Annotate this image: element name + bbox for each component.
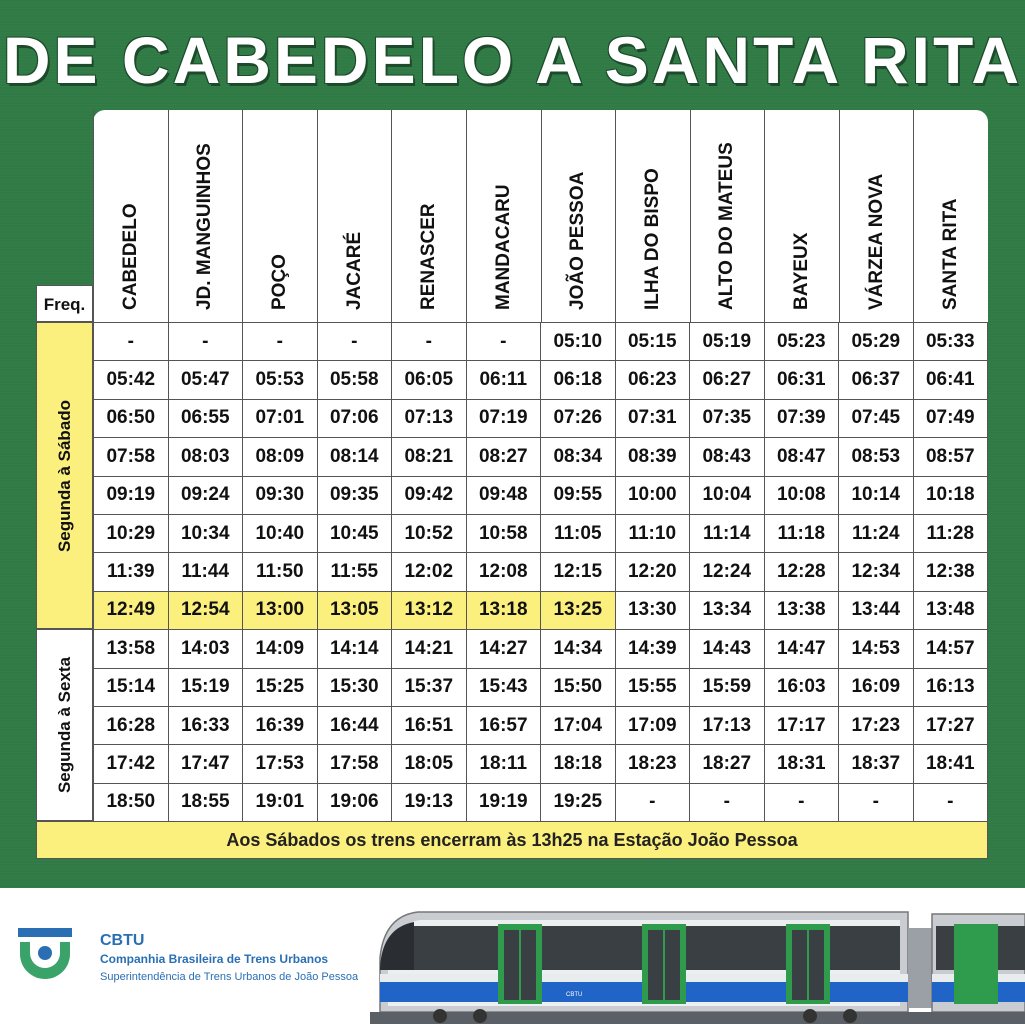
- superintendency-name: Superintendência de Trens Urbanos de João Pessoa: [100, 971, 359, 983]
- station-name: BAYEUX: [791, 232, 813, 310]
- departure-time: 07:49: [913, 399, 988, 437]
- departure-time: 12:49: [94, 591, 169, 629]
- departure-time: 07:39: [764, 399, 839, 437]
- train-illustration: [370, 908, 1025, 1024]
- schedule-row: [94, 553, 988, 591]
- departure-time: 13:12: [392, 591, 467, 629]
- schedule-row: [94, 745, 988, 783]
- station-name: ALTO DO MATEUS: [716, 142, 738, 310]
- departure-time: 16:03: [764, 668, 839, 706]
- departure-time: 15:14: [94, 668, 169, 706]
- footer: [0, 888, 1025, 1024]
- departure-time: 11:14: [690, 514, 765, 552]
- departure-time: 10:29: [94, 514, 169, 552]
- departure-time: 19:01: [243, 783, 318, 821]
- departure-time: 05:10: [541, 323, 616, 361]
- departure-time: 10:45: [317, 514, 392, 552]
- departure-time: 09:19: [94, 476, 169, 514]
- schedule-row: [94, 630, 988, 668]
- departure-time: -: [764, 783, 839, 821]
- departure-time: 06:18: [541, 361, 616, 399]
- departure-time: 06:27: [690, 361, 765, 399]
- departure-time: 14:03: [168, 630, 243, 668]
- departure-time: 13:30: [615, 591, 690, 629]
- departure-time: 16:09: [839, 668, 914, 706]
- departure-time: 05:33: [913, 323, 988, 361]
- schedule-row: [94, 361, 988, 399]
- departure-time: 15:59: [690, 668, 765, 706]
- departure-time: 13:58: [94, 630, 169, 668]
- departure-time: 18:55: [168, 783, 243, 821]
- departure-time: 05:15: [615, 323, 690, 361]
- group-monday-saturday-label: Segunda à Sábado: [54, 399, 74, 552]
- departure-time: 12:08: [466, 553, 541, 591]
- departure-time: 13:44: [839, 591, 914, 629]
- departure-time: 06:23: [615, 361, 690, 399]
- station-name: CABEDELO: [119, 203, 141, 310]
- departure-time: 11:18: [764, 514, 839, 552]
- departure-time: -: [168, 323, 243, 361]
- station-header: [690, 110, 765, 322]
- departure-time: 10:52: [392, 514, 467, 552]
- departure-time: 15:37: [392, 668, 467, 706]
- departure-time: 15:43: [466, 668, 541, 706]
- station-header: [615, 110, 690, 322]
- schedule-row: [94, 323, 988, 361]
- departure-time: 08:53: [839, 438, 914, 476]
- departure-time: -: [317, 323, 392, 361]
- departure-time: 13:48: [913, 591, 988, 629]
- departure-time: 14:57: [913, 630, 988, 668]
- departure-time: 05:42: [94, 361, 169, 399]
- departure-time: -: [615, 783, 690, 821]
- departure-time: 17:27: [913, 706, 988, 744]
- station-name: SANTA RITA: [940, 198, 962, 310]
- departure-time: 10:14: [839, 476, 914, 514]
- departure-time: 08:21: [392, 438, 467, 476]
- departure-time: 08:34: [541, 438, 616, 476]
- schedule-row: [94, 399, 988, 437]
- departure-time: 11:50: [243, 553, 318, 591]
- station-header: [317, 110, 392, 322]
- station-header: [839, 110, 914, 322]
- departure-time: 10:00: [615, 476, 690, 514]
- departure-time: 07:26: [541, 399, 616, 437]
- station-header: [93, 110, 168, 322]
- departure-time: 14:34: [541, 630, 616, 668]
- schedule-row: [94, 591, 988, 629]
- train-label: CBTU: [566, 992, 583, 998]
- departure-time: 19:25: [541, 783, 616, 821]
- departure-time: 12:38: [913, 553, 988, 591]
- departure-time: 09:24: [168, 476, 243, 514]
- departure-time: 06:37: [839, 361, 914, 399]
- departure-time: 16:57: [466, 706, 541, 744]
- cbtu-logo-icon: [16, 926, 74, 984]
- departure-time: -: [690, 783, 765, 821]
- departure-time: 18:41: [913, 745, 988, 783]
- departure-time: 15:30: [317, 668, 392, 706]
- station-name: ILHA DO BISPO: [641, 168, 663, 310]
- departure-time: 18:05: [392, 745, 467, 783]
- departure-time: 11:05: [541, 514, 616, 552]
- station-header: [764, 110, 839, 322]
- departure-time: 07:01: [243, 399, 318, 437]
- departure-time: 12:20: [615, 553, 690, 591]
- departure-time: 09:42: [392, 476, 467, 514]
- departure-time: 12:15: [541, 553, 616, 591]
- departure-time: 18:11: [466, 745, 541, 783]
- departure-time: 13:05: [317, 591, 392, 629]
- departure-time: 05:29: [839, 323, 914, 361]
- departure-time: 08:27: [466, 438, 541, 476]
- station-header: [541, 110, 616, 322]
- departure-time: 10:34: [168, 514, 243, 552]
- departure-time: 12:54: [168, 591, 243, 629]
- schedule-row: [94, 783, 988, 821]
- departure-time: 15:55: [615, 668, 690, 706]
- departure-time: 14:39: [615, 630, 690, 668]
- departure-time: 11:24: [839, 514, 914, 552]
- departure-time: 09:48: [466, 476, 541, 514]
- departure-time: 15:50: [541, 668, 616, 706]
- departure-time: 13:38: [764, 591, 839, 629]
- departure-time: 11:44: [168, 553, 243, 591]
- departure-time: 08:14: [317, 438, 392, 476]
- departure-time: 19:13: [392, 783, 467, 821]
- departure-time: 17:17: [764, 706, 839, 744]
- departure-time: 14:53: [839, 630, 914, 668]
- departure-time: 06:05: [392, 361, 467, 399]
- station-header: [391, 110, 466, 322]
- departure-time: 17:47: [168, 745, 243, 783]
- page-title: DE CABEDELO A SANTA RITA: [2, 23, 1023, 97]
- departure-time: 07:45: [839, 399, 914, 437]
- departure-time: 18:31: [764, 745, 839, 783]
- schedule-grid: [93, 322, 988, 822]
- departure-time: 14:14: [317, 630, 392, 668]
- departure-time: 06:50: [94, 399, 169, 437]
- departure-time: 12:34: [839, 553, 914, 591]
- departure-time: -: [243, 323, 318, 361]
- station-name: JOÃO PESSOA: [567, 171, 589, 310]
- departure-time: -: [839, 783, 914, 821]
- departure-time: 17:42: [94, 745, 169, 783]
- departure-time: -: [913, 783, 988, 821]
- group-monday-friday: [36, 629, 93, 821]
- departure-time: 07:19: [466, 399, 541, 437]
- departure-time: 17:53: [243, 745, 318, 783]
- departure-time: 10:08: [764, 476, 839, 514]
- departure-time: 14:47: [764, 630, 839, 668]
- departure-time: 08:43: [690, 438, 765, 476]
- departure-time: 13:25: [541, 591, 616, 629]
- departure-time: 16:44: [317, 706, 392, 744]
- schedule-row: [94, 668, 988, 706]
- group-monday-saturday: [36, 322, 93, 629]
- departure-time: 08:47: [764, 438, 839, 476]
- departure-time: 11:28: [913, 514, 988, 552]
- departure-time: 16:28: [94, 706, 169, 744]
- departure-time: 18:27: [690, 745, 765, 783]
- station-name: JD. MANGUINHOS: [194, 143, 216, 310]
- station-header: [242, 110, 317, 322]
- station-name: MANDACARU: [492, 184, 514, 310]
- departure-time: 07:58: [94, 438, 169, 476]
- departure-time: 14:21: [392, 630, 467, 668]
- departure-time: 05:58: [317, 361, 392, 399]
- station-name: POÇO: [268, 254, 290, 310]
- departure-time: 08:03: [168, 438, 243, 476]
- schedule-row: [94, 476, 988, 514]
- departure-time: 10:04: [690, 476, 765, 514]
- departure-time: 06:55: [168, 399, 243, 437]
- departure-time: 09:55: [541, 476, 616, 514]
- departure-time: 18:23: [615, 745, 690, 783]
- departure-time: 06:41: [913, 361, 988, 399]
- departure-time: 09:35: [317, 476, 392, 514]
- departure-time: -: [392, 323, 467, 361]
- departure-time: 18:18: [541, 745, 616, 783]
- departure-time: 07:35: [690, 399, 765, 437]
- departure-time: 07:13: [392, 399, 467, 437]
- departure-time: 05:47: [168, 361, 243, 399]
- schedule-row: [94, 438, 988, 476]
- departure-time: 17:23: [839, 706, 914, 744]
- company-name: Companhia Brasileira de Trens Urbanos: [100, 952, 329, 966]
- departure-time: 12:24: [690, 553, 765, 591]
- timetable: [36, 110, 988, 860]
- departure-time: 13:18: [466, 591, 541, 629]
- departure-time: 17:09: [615, 706, 690, 744]
- departure-time: 19:06: [317, 783, 392, 821]
- departure-time: 16:39: [243, 706, 318, 744]
- departure-time: 08:57: [913, 438, 988, 476]
- departure-time: 10:40: [243, 514, 318, 552]
- departure-time: -: [466, 323, 541, 361]
- departure-time: 16:33: [168, 706, 243, 744]
- departure-time: 17:58: [317, 745, 392, 783]
- departure-time: 14:43: [690, 630, 765, 668]
- departure-time: 10:18: [913, 476, 988, 514]
- departure-time: 09:30: [243, 476, 318, 514]
- departure-time: 17:13: [690, 706, 765, 744]
- departure-time: 07:31: [615, 399, 690, 437]
- schedule-row: [94, 514, 988, 552]
- departure-time: 19:19: [466, 783, 541, 821]
- brand-name: CBTU: [100, 932, 145, 949]
- departure-time: 15:19: [168, 668, 243, 706]
- departure-time: 15:25: [243, 668, 318, 706]
- departure-time: 11:55: [317, 553, 392, 591]
- saturday-note: Aos Sábados os trens encerram às 13h25 na Estação João Pessoa: [36, 821, 988, 859]
- departure-time: 05:23: [764, 323, 839, 361]
- station-name: RENASCER: [418, 203, 440, 310]
- departure-time: 17:04: [541, 706, 616, 744]
- station-header: [913, 110, 988, 322]
- departure-time: 16:51: [392, 706, 467, 744]
- departure-time: 18:37: [839, 745, 914, 783]
- station-header: [466, 110, 541, 322]
- departure-time: 05:53: [243, 361, 318, 399]
- departure-time: 11:10: [615, 514, 690, 552]
- station-name: VÁRZEA NOVA: [865, 173, 887, 310]
- group-monday-friday-label: Segunda à Sexta: [54, 656, 74, 794]
- departure-time: 05:19: [690, 323, 765, 361]
- departure-time: 14:27: [466, 630, 541, 668]
- departure-time: 13:34: [690, 591, 765, 629]
- departure-time: 08:39: [615, 438, 690, 476]
- departure-time: 11:39: [94, 553, 169, 591]
- schedule-row: [94, 706, 988, 744]
- departure-time: 18:50: [94, 783, 169, 821]
- frequency-label: Freq.: [36, 285, 93, 322]
- departure-time: 10:58: [466, 514, 541, 552]
- station-header: [168, 110, 243, 322]
- departure-time: 06:11: [466, 361, 541, 399]
- departure-time: 12:28: [764, 553, 839, 591]
- departure-time: 07:06: [317, 399, 392, 437]
- departure-time: 12:02: [392, 553, 467, 591]
- departure-time: 08:09: [243, 438, 318, 476]
- departure-time: 14:09: [243, 630, 318, 668]
- departure-time: 13:00: [243, 591, 318, 629]
- departure-time: 06:31: [764, 361, 839, 399]
- station-name: JACARÉ: [343, 231, 365, 310]
- departure-time: -: [94, 323, 169, 361]
- departure-time: 16:13: [913, 668, 988, 706]
